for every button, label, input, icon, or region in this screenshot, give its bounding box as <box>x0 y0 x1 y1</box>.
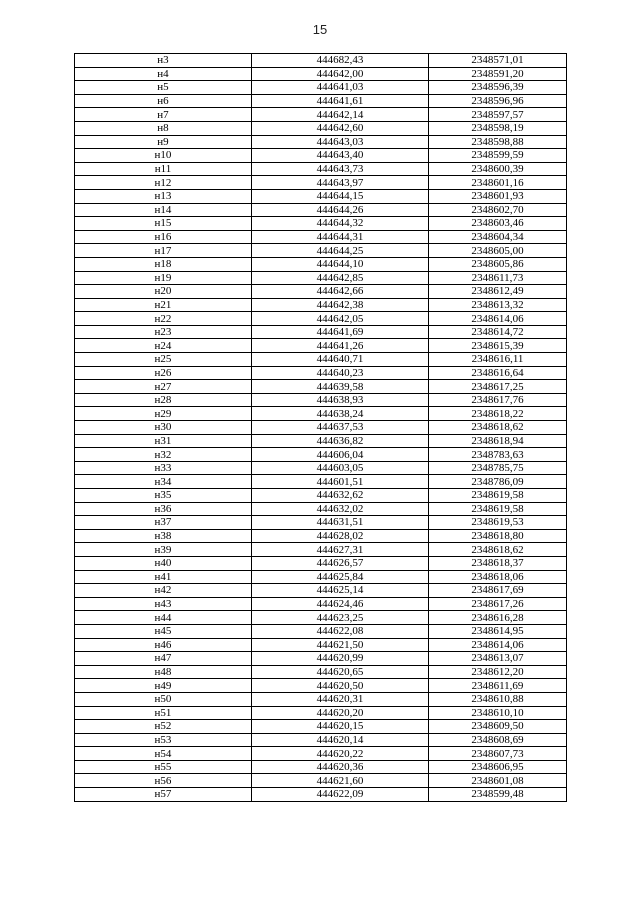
point-id-cell: н32 <box>75 448 252 462</box>
y-coordinate-cell: 2348616,11 <box>429 353 567 367</box>
point-id-cell: н17 <box>75 244 252 258</box>
y-coordinate-cell: 2348604,34 <box>429 230 567 244</box>
table-row <box>75 149 567 163</box>
table-row <box>75 393 567 407</box>
y-coordinate-cell: 2348601,93 <box>429 189 567 203</box>
table-row <box>75 54 567 68</box>
table-row <box>75 638 567 652</box>
x-coordinate-cell: 444628,02 <box>252 529 429 543</box>
table-row <box>75 135 567 149</box>
y-coordinate-cell: 2348618,80 <box>429 529 567 543</box>
y-coordinate-cell: 2348607,73 <box>429 747 567 761</box>
point-id-cell: н14 <box>75 203 252 217</box>
x-coordinate-cell: 444641,26 <box>252 339 429 353</box>
y-coordinate-cell: 2348602,70 <box>429 203 567 217</box>
point-id-cell: н18 <box>75 257 252 271</box>
table-row <box>75 502 567 516</box>
x-coordinate-cell: 444640,71 <box>252 353 429 367</box>
y-coordinate-cell: 2348619,53 <box>429 516 567 530</box>
point-id-cell: н57 <box>75 788 252 802</box>
y-coordinate-cell: 2348600,39 <box>429 162 567 176</box>
table-row <box>75 380 567 394</box>
y-coordinate-cell: 2348619,58 <box>429 489 567 503</box>
y-coordinate-cell: 2348614,06 <box>429 312 567 326</box>
y-coordinate-cell: 2348616,64 <box>429 366 567 380</box>
y-coordinate-cell: 2348612,20 <box>429 665 567 679</box>
x-coordinate-cell: 444642,38 <box>252 298 429 312</box>
point-id-cell: н56 <box>75 774 252 788</box>
x-coordinate-cell: 444642,05 <box>252 312 429 326</box>
x-coordinate-cell: 444641,69 <box>252 325 429 339</box>
x-coordinate-cell: 444620,22 <box>252 747 429 761</box>
y-coordinate-cell: 2348617,26 <box>429 597 567 611</box>
y-coordinate-cell: 2348598,19 <box>429 121 567 135</box>
y-coordinate-cell: 2348599,59 <box>429 149 567 163</box>
y-coordinate-cell: 2348614,95 <box>429 624 567 638</box>
table-row <box>75 203 567 217</box>
table-row <box>75 543 567 557</box>
point-id-cell: н33 <box>75 461 252 475</box>
table-row <box>75 257 567 271</box>
table-row <box>75 516 567 530</box>
y-coordinate-cell: 2348605,00 <box>429 244 567 258</box>
x-coordinate-cell: 444643,03 <box>252 135 429 149</box>
point-id-cell: н13 <box>75 189 252 203</box>
x-coordinate-cell: 444625,84 <box>252 570 429 584</box>
table-row <box>75 162 567 176</box>
x-coordinate-cell: 444638,24 <box>252 407 429 421</box>
table-row <box>75 611 567 625</box>
y-coordinate-cell: 2348617,76 <box>429 393 567 407</box>
point-id-cell: н35 <box>75 489 252 503</box>
table-row <box>75 774 567 788</box>
table-row <box>75 448 567 462</box>
point-id-cell: н41 <box>75 570 252 584</box>
point-id-cell: н27 <box>75 380 252 394</box>
table-row <box>75 747 567 761</box>
x-coordinate-cell: 444621,60 <box>252 774 429 788</box>
y-coordinate-cell: 2348613,07 <box>429 652 567 666</box>
point-id-cell: н39 <box>75 543 252 557</box>
table-row <box>75 679 567 693</box>
table-row <box>75 108 567 122</box>
table-row <box>75 176 567 190</box>
point-id-cell: н38 <box>75 529 252 543</box>
x-coordinate-cell: 444621,50 <box>252 638 429 652</box>
table-row <box>75 67 567 81</box>
x-coordinate-cell: 444643,97 <box>252 176 429 190</box>
y-coordinate-cell: 2348783,63 <box>429 448 567 462</box>
y-coordinate-cell: 2348616,28 <box>429 611 567 625</box>
point-id-cell: н8 <box>75 121 252 135</box>
table-row <box>75 529 567 543</box>
x-coordinate-cell: 444625,14 <box>252 584 429 598</box>
point-id-cell: н34 <box>75 475 252 489</box>
x-coordinate-cell: 444638,93 <box>252 393 429 407</box>
y-coordinate-cell: 2348571,01 <box>429 54 567 68</box>
point-id-cell: н28 <box>75 393 252 407</box>
x-coordinate-cell: 444642,14 <box>252 108 429 122</box>
y-coordinate-cell: 2348591,20 <box>429 67 567 81</box>
point-id-cell: н31 <box>75 434 252 448</box>
x-coordinate-cell: 444623,25 <box>252 611 429 625</box>
point-id-cell: н50 <box>75 692 252 706</box>
table-row <box>75 720 567 734</box>
y-coordinate-cell: 2348611,69 <box>429 679 567 693</box>
table-row <box>75 339 567 353</box>
x-coordinate-cell: 444620,65 <box>252 665 429 679</box>
point-id-cell: н40 <box>75 556 252 570</box>
point-id-cell: н20 <box>75 285 252 299</box>
table-row <box>75 230 567 244</box>
point-id-cell: н4 <box>75 67 252 81</box>
table-row <box>75 692 567 706</box>
x-coordinate-cell: 444637,53 <box>252 421 429 435</box>
x-coordinate-cell: 444642,00 <box>252 67 429 81</box>
table-row <box>75 312 567 326</box>
x-coordinate-cell: 444641,61 <box>252 94 429 108</box>
x-coordinate-cell: 444643,40 <box>252 149 429 163</box>
point-id-cell: н25 <box>75 353 252 367</box>
point-id-cell: н52 <box>75 720 252 734</box>
x-coordinate-cell: 444620,31 <box>252 692 429 706</box>
x-coordinate-cell: 444620,99 <box>252 652 429 666</box>
point-id-cell: н12 <box>75 176 252 190</box>
table-row <box>75 407 567 421</box>
y-coordinate-cell: 2348612,49 <box>429 285 567 299</box>
x-coordinate-cell: 444642,60 <box>252 121 429 135</box>
table-row <box>75 298 567 312</box>
table-row <box>75 325 567 339</box>
y-coordinate-cell: 2348608,69 <box>429 733 567 747</box>
table-row <box>75 475 567 489</box>
table-row <box>75 652 567 666</box>
y-coordinate-cell: 2348609,50 <box>429 720 567 734</box>
table-row <box>75 665 567 679</box>
x-coordinate-cell: 444642,85 <box>252 271 429 285</box>
table-row <box>75 271 567 285</box>
x-coordinate-cell: 444641,03 <box>252 81 429 95</box>
point-id-cell: н36 <box>75 502 252 516</box>
table-row <box>75 733 567 747</box>
x-coordinate-cell: 444620,14 <box>252 733 429 747</box>
point-id-cell: н53 <box>75 733 252 747</box>
x-coordinate-cell: 444639,58 <box>252 380 429 394</box>
point-id-cell: н29 <box>75 407 252 421</box>
y-coordinate-cell: 2348610,10 <box>429 706 567 720</box>
point-id-cell: н43 <box>75 597 252 611</box>
x-coordinate-cell: 444627,31 <box>252 543 429 557</box>
point-id-cell: н3 <box>75 54 252 68</box>
table-row <box>75 706 567 720</box>
table-row <box>75 434 567 448</box>
x-coordinate-cell: 444620,20 <box>252 706 429 720</box>
table-row <box>75 624 567 638</box>
point-id-cell: н7 <box>75 108 252 122</box>
table-row <box>75 421 567 435</box>
table-row <box>75 366 567 380</box>
y-coordinate-cell: 2348596,96 <box>429 94 567 108</box>
y-coordinate-cell: 2348618,62 <box>429 421 567 435</box>
x-coordinate-cell: 444642,66 <box>252 285 429 299</box>
y-coordinate-cell: 2348596,39 <box>429 81 567 95</box>
point-id-cell: н48 <box>75 665 252 679</box>
point-id-cell: н44 <box>75 611 252 625</box>
point-id-cell: н19 <box>75 271 252 285</box>
table-row <box>75 760 567 774</box>
point-id-cell: н46 <box>75 638 252 652</box>
coordinates-table <box>74 53 567 802</box>
point-id-cell: н23 <box>75 325 252 339</box>
x-coordinate-cell: 444631,51 <box>252 516 429 530</box>
x-coordinate-cell: 444622,09 <box>252 788 429 802</box>
table-row <box>75 788 567 802</box>
page-number: 15 <box>312 22 328 37</box>
point-id-cell: н37 <box>75 516 252 530</box>
point-id-cell: н10 <box>75 149 252 163</box>
table-row <box>75 189 567 203</box>
coordinates-table-body <box>75 54 567 802</box>
x-coordinate-cell: 444644,10 <box>252 257 429 271</box>
point-id-cell: н55 <box>75 760 252 774</box>
x-coordinate-cell: 444624,46 <box>252 597 429 611</box>
table-row <box>75 217 567 231</box>
point-id-cell: н24 <box>75 339 252 353</box>
y-coordinate-cell: 2348599,48 <box>429 788 567 802</box>
y-coordinate-cell: 2348614,72 <box>429 325 567 339</box>
table-row <box>75 244 567 258</box>
x-coordinate-cell: 444601,51 <box>252 475 429 489</box>
y-coordinate-cell: 2348618,62 <box>429 543 567 557</box>
y-coordinate-cell: 2348598,88 <box>429 135 567 149</box>
point-id-cell: н54 <box>75 747 252 761</box>
x-coordinate-cell: 444620,50 <box>252 679 429 693</box>
point-id-cell: н11 <box>75 162 252 176</box>
table-row <box>75 461 567 475</box>
point-id-cell: н49 <box>75 679 252 693</box>
y-coordinate-cell: 2348601,08 <box>429 774 567 788</box>
table-row <box>75 584 567 598</box>
x-coordinate-cell: 444682,43 <box>252 54 429 68</box>
table-row <box>75 285 567 299</box>
x-coordinate-cell: 444644,26 <box>252 203 429 217</box>
x-coordinate-cell: 444644,25 <box>252 244 429 258</box>
point-id-cell: н30 <box>75 421 252 435</box>
x-coordinate-cell: 444606,04 <box>252 448 429 462</box>
point-id-cell: н16 <box>75 230 252 244</box>
y-coordinate-cell: 2348785,75 <box>429 461 567 475</box>
table-row <box>75 121 567 135</box>
x-coordinate-cell: 444644,32 <box>252 217 429 231</box>
y-coordinate-cell: 2348611,73 <box>429 271 567 285</box>
y-coordinate-cell: 2348617,25 <box>429 380 567 394</box>
x-coordinate-cell: 444632,62 <box>252 489 429 503</box>
y-coordinate-cell: 2348618,37 <box>429 556 567 570</box>
point-id-cell: н22 <box>75 312 252 326</box>
table-row <box>75 353 567 367</box>
y-coordinate-cell: 2348610,88 <box>429 692 567 706</box>
y-coordinate-cell: 2348618,94 <box>429 434 567 448</box>
x-coordinate-cell: 444603,05 <box>252 461 429 475</box>
y-coordinate-cell: 2348619,58 <box>429 502 567 516</box>
table-row <box>75 81 567 95</box>
point-id-cell: н6 <box>75 94 252 108</box>
x-coordinate-cell: 444640,23 <box>252 366 429 380</box>
y-coordinate-cell: 2348601,16 <box>429 176 567 190</box>
table-row <box>75 489 567 503</box>
table-row <box>75 94 567 108</box>
y-coordinate-cell: 2348597,57 <box>429 108 567 122</box>
point-id-cell: н47 <box>75 652 252 666</box>
y-coordinate-cell: 2348613,32 <box>429 298 567 312</box>
table-row <box>75 570 567 584</box>
point-id-cell: н51 <box>75 706 252 720</box>
x-coordinate-cell: 444632,02 <box>252 502 429 516</box>
y-coordinate-cell: 2348618,22 <box>429 407 567 421</box>
y-coordinate-cell: 2348615,39 <box>429 339 567 353</box>
point-id-cell: н5 <box>75 81 252 95</box>
x-coordinate-cell: 444622,08 <box>252 624 429 638</box>
table-row <box>75 597 567 611</box>
point-id-cell: н21 <box>75 298 252 312</box>
table-row <box>75 556 567 570</box>
x-coordinate-cell: 444636,82 <box>252 434 429 448</box>
point-id-cell: н26 <box>75 366 252 380</box>
y-coordinate-cell: 2348618,06 <box>429 570 567 584</box>
y-coordinate-cell: 2348603,46 <box>429 217 567 231</box>
x-coordinate-cell: 444620,36 <box>252 760 429 774</box>
point-id-cell: н9 <box>75 135 252 149</box>
y-coordinate-cell: 2348614,06 <box>429 638 567 652</box>
point-id-cell: н45 <box>75 624 252 638</box>
x-coordinate-cell: 444644,15 <box>252 189 429 203</box>
y-coordinate-cell: 2348617,69 <box>429 584 567 598</box>
y-coordinate-cell: 2348605,86 <box>429 257 567 271</box>
y-coordinate-cell: 2348786,09 <box>429 475 567 489</box>
x-coordinate-cell: 444626,57 <box>252 556 429 570</box>
x-coordinate-cell: 444643,73 <box>252 162 429 176</box>
x-coordinate-cell: 444644,31 <box>252 230 429 244</box>
y-coordinate-cell: 2348606,95 <box>429 760 567 774</box>
x-coordinate-cell: 444620,15 <box>252 720 429 734</box>
point-id-cell: н15 <box>75 217 252 231</box>
point-id-cell: н42 <box>75 584 252 598</box>
